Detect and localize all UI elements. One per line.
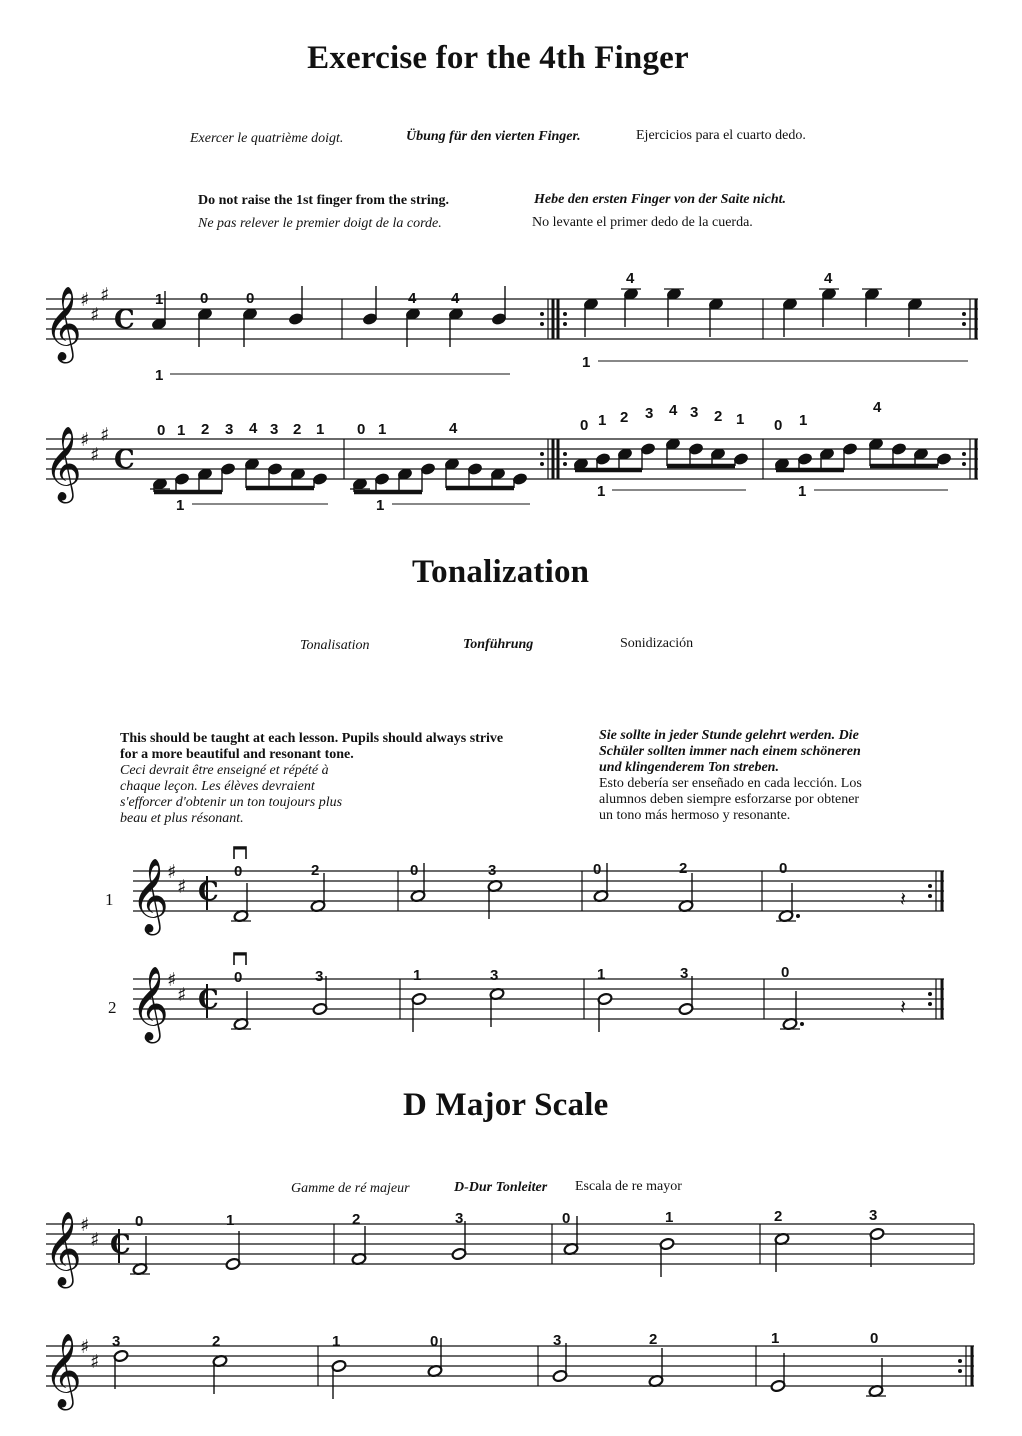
fingering: 0 (781, 964, 790, 981)
treble-clef: 𝄞 (44, 1212, 82, 1286)
instruction-block-left (120, 731, 503, 827)
fingering: 4 (408, 290, 417, 307)
sharp-c: ♯ (177, 984, 187, 1006)
fingering: 2 (352, 1211, 361, 1228)
sharp-f: ♯ (80, 289, 90, 311)
hold-finger-label: 1 (176, 497, 185, 514)
fingering: 0 (234, 863, 243, 880)
fingering: 3 (225, 421, 234, 438)
treble-clef: 𝄞 (44, 427, 82, 501)
fingering: 1 (665, 1209, 674, 1226)
instruction-french: Ne pas relever le premier doigt de la corde. (198, 216, 442, 231)
sharp-c: ♯ (90, 1229, 100, 1251)
sharp-f: ♯ (167, 969, 177, 991)
fingering: 2 (714, 408, 723, 425)
sharp-g: ♯ (100, 424, 110, 446)
subtitle-german: Übung für den vierten Finger. (406, 129, 581, 144)
fingering: 3 (315, 968, 324, 985)
sharp-g: ♯ (100, 284, 110, 306)
treble-clef: 𝄞 (131, 859, 169, 933)
fingering: 0 (135, 1213, 144, 1230)
fingering: 4 (449, 420, 458, 437)
subtitle-spanish: Ejercicios para el cuarto dedo. (636, 128, 806, 143)
section-title-d-major-scale: D Major Scale (403, 1087, 609, 1123)
fingering: 2 (311, 862, 320, 879)
fingering: 0 (593, 861, 602, 878)
down-bow-mark (234, 847, 246, 859)
fingering: 3 (690, 404, 699, 421)
fingering: 3 (490, 967, 499, 984)
fingering: 0 (200, 290, 209, 307)
instruction-french-line: s'efforcer d'obtenir un ton toujours plus (120, 795, 343, 810)
fingering: 0 (580, 417, 589, 434)
fingering: 3 (680, 965, 689, 982)
down-bow-mark (234, 953, 246, 965)
fingering: 0 (246, 290, 255, 307)
staff-lines (46, 299, 978, 339)
instruction-french-line: Ceci devrait être enseigné et répété à (120, 763, 329, 778)
sharp-c: ♯ (90, 1351, 100, 1373)
fingering: 2 (679, 860, 688, 877)
fingering: 3 (553, 1332, 562, 1349)
fingering: 4 (626, 270, 635, 287)
instruction-spanish-line: Esto debería ser enseñado en cada lección. Los (599, 776, 862, 791)
fingering: 3 (488, 862, 497, 879)
instruction-block-right (599, 728, 862, 824)
staff-lines (133, 871, 944, 911)
hold-finger-label: 1 (582, 354, 591, 371)
instruction-german: Hebe den ersten Finger von der Saite nicht. (534, 192, 786, 207)
fingering: 1 (316, 421, 325, 438)
fingering: 0 (157, 422, 166, 439)
sharp-f: ♯ (80, 1336, 90, 1358)
fingering: 1 (598, 412, 607, 429)
note-dot (800, 1022, 804, 1026)
instruction-spanish: No levante el primer dedo de la cuerda. (532, 215, 753, 230)
staff-lines (46, 1346, 974, 1386)
fingering: 3 (270, 421, 279, 438)
fingering: 0 (774, 417, 783, 434)
fingering: 0 (779, 860, 788, 877)
fingering: 1 (799, 412, 808, 429)
fingering: 1 (155, 291, 164, 308)
page-title-4th-finger: Exercise for the 4th Finger (307, 40, 689, 76)
time-common: C (114, 445, 135, 475)
staff-lines (46, 1224, 974, 1264)
section-title-tonalization: Tonalization (412, 554, 590, 590)
subtitle-spanish: Sonidización (620, 636, 694, 651)
treble-clef: 𝄞 (44, 1334, 82, 1408)
fingering: 0 (870, 1330, 879, 1347)
sharp-c: ♯ (90, 304, 100, 326)
instruction-english: Do not raise the 1st finger from the string. (198, 193, 450, 208)
fingering: 2 (201, 421, 210, 438)
fingering: 3 (869, 1207, 878, 1224)
instruction-english-line: for a more beautiful and resonant tone. (120, 747, 354, 762)
instruction-german-line: und klingenderem Ton streben. (599, 760, 779, 775)
fingering: 1 (597, 966, 606, 983)
sharp-c: ♯ (177, 876, 187, 898)
sharp-f: ♯ (80, 1214, 90, 1236)
treble-clef: 𝄞 (44, 287, 82, 361)
fingering: 1 (378, 421, 387, 438)
subtitle-german: Tonführung (463, 637, 534, 652)
note-dot (796, 914, 800, 918)
instruction-spanish-line: alumnos deben siempre esforzarse por obtener (599, 792, 860, 807)
hold-finger-label: 1 (376, 497, 385, 514)
fingering: 0 (234, 969, 243, 986)
time-common: C (114, 305, 135, 335)
instruction-german-line: Sie sollte in jeder Stunde gelehrt werden. Die (599, 728, 859, 743)
time-cut: C (198, 877, 219, 907)
fingering: 4 (249, 420, 258, 437)
fingering: 0 (562, 1210, 571, 1227)
fingering: 2 (649, 1331, 658, 1348)
quarter-rest: 𝄽 (900, 995, 907, 1019)
subtitle-german: D-Dur Tonleiter (454, 1180, 548, 1195)
treble-clef: 𝄞 (131, 967, 169, 1041)
fingering: 1 (332, 1333, 341, 1350)
sharp-c: ♯ (90, 444, 100, 466)
line-number: 2 (108, 998, 117, 1017)
fingering: 3 (112, 1333, 121, 1350)
fingering-1-0 (155, 270, 833, 308)
fingering: 2 (293, 421, 302, 438)
time-cut: C (198, 985, 219, 1015)
time-cut: C (110, 1230, 131, 1260)
sharp-f: ♯ (80, 429, 90, 451)
fingering: 3 (645, 405, 654, 422)
fingering: 4 (873, 399, 882, 416)
subtitle-french: Gamme de ré majeur (291, 1181, 410, 1196)
fingering: 1 (771, 1330, 780, 1347)
instruction-french-line: chaque leçon. Les élèves devraient (120, 779, 315, 794)
subtitle-french: Tonalisation (300, 638, 370, 653)
fingering: 4 (451, 290, 460, 307)
fingering: 2 (774, 1208, 783, 1225)
fingering: 0 (430, 1333, 439, 1350)
sharp-f: ♯ (167, 861, 177, 883)
fingering: 4 (669, 402, 678, 419)
fingering: 0 (357, 421, 366, 438)
instruction-english-line: This should be taught at each lesson. Pupils should always strive (120, 731, 504, 746)
fingering: 0 (410, 862, 419, 879)
instruction-spanish-line: un tono más hermoso y resonante. (599, 808, 791, 823)
fingering: 1 (226, 1212, 235, 1229)
hold-finger-label: 1 (798, 483, 807, 500)
fingering: 4 (824, 270, 833, 287)
instruction-french-line: beau et plus résonant. (120, 811, 244, 826)
subtitle-spanish: Escala de re mayor (575, 1179, 682, 1194)
fingering: 3 (455, 1210, 464, 1227)
staff-lines (133, 979, 944, 1019)
fingering: 1 (736, 411, 745, 428)
fingering: 1 (177, 422, 186, 439)
instruction-german-line: Schüler sollten immer nach einem schöneren (599, 744, 861, 759)
fingering: 2 (212, 1333, 221, 1350)
staff-lines (46, 439, 978, 479)
hold-finger-label: 1 (155, 367, 164, 384)
line-number: 1 (105, 890, 114, 909)
quarter-rest: 𝄽 (900, 887, 907, 911)
fingering: 2 (620, 409, 629, 426)
subtitle-french: Exercer le quatrième doigt. (190, 131, 344, 146)
hold-finger-label: 1 (597, 483, 606, 500)
fingering: 1 (413, 967, 422, 984)
